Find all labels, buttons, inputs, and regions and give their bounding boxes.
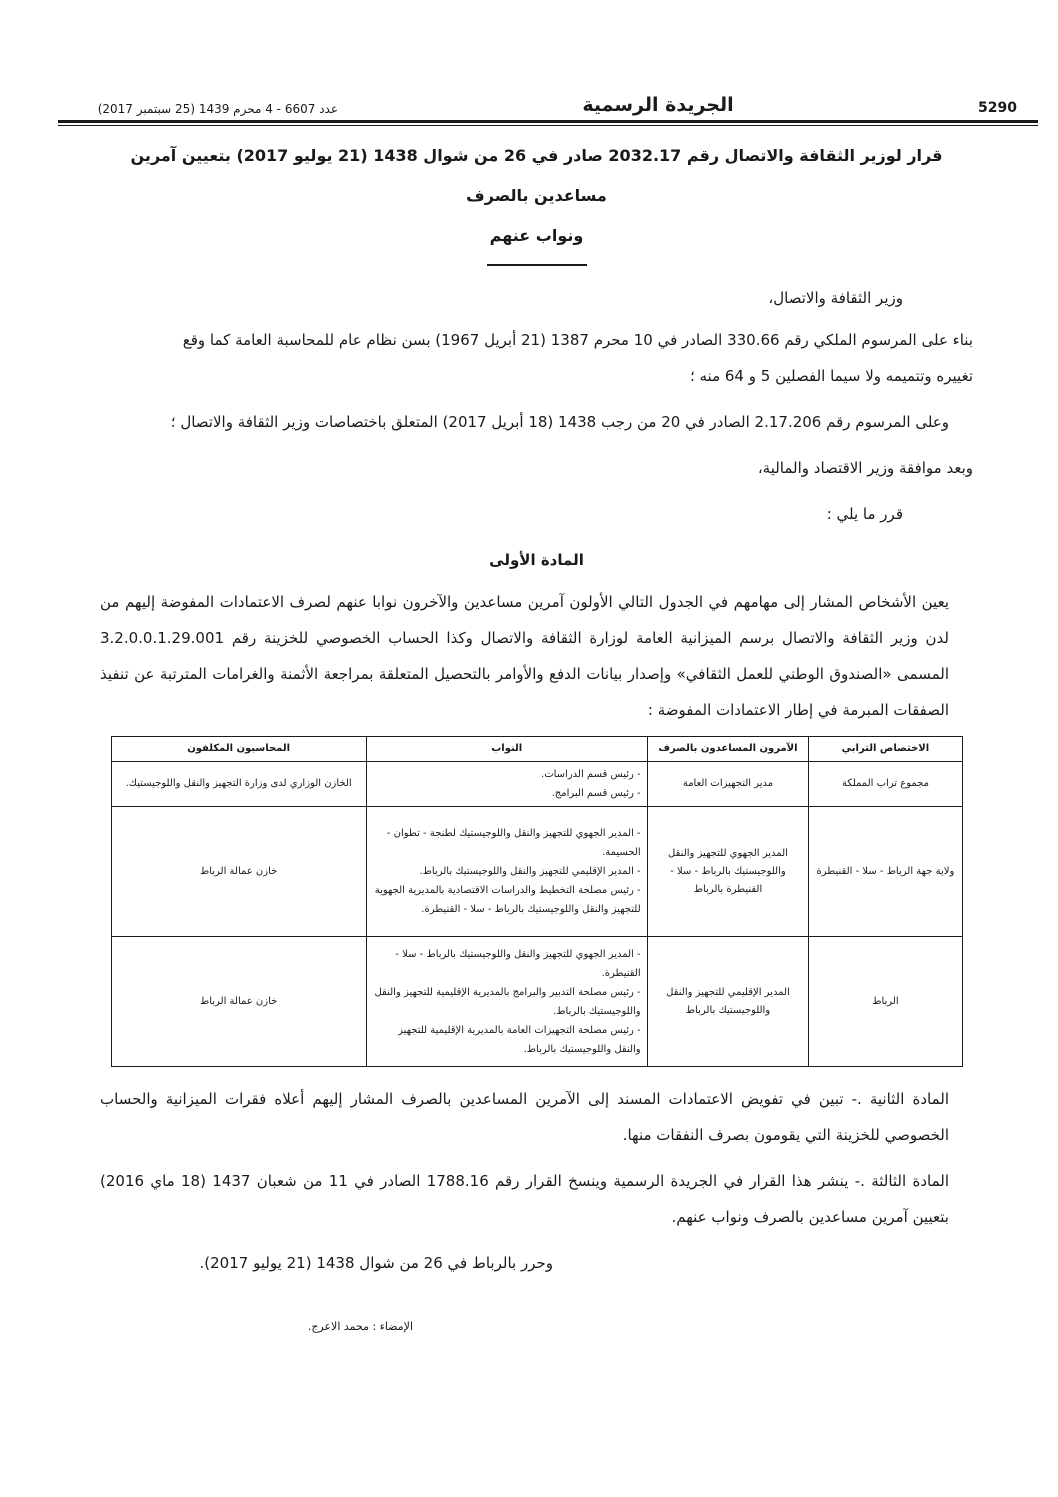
recital-3: وبعد موافقة وزير الاقتصاد والمالية، — [757, 459, 973, 477]
recital-1-line1: بناء على المرسوم الملكي رقم 330.66 الصادر في 10 محرم 1387 (21 أبريل 1967) بسن نظام عام للمحاسبة العامة كما وقع — [182, 331, 973, 349]
cell-territory: ولاية جهة الرباط - سلا - القنيطرة — [809, 807, 962, 937]
deputy-item: - رئيس قسم البرامج. — [551, 788, 641, 799]
cell-deputies — [366, 807, 647, 937]
cell-orderer: المدير الجهوي للتجهيز والنقل واللوجيستيك بالرباط - سلا - القنيطرة بالرباط — [647, 807, 809, 937]
article-1-text: يعين الأشخاص المشار إلى مهامهم في الجدول التالي الأولون آمرين مساعدين والآخرون نوابا عنهم لصرف الاعتمادات المفوضة إليهم من لدن وزير الثقافة والاتصال برسم الميزانية العامة لوزارة الثقافة والاتصال وكذا الحساب الخصوصي للخزينة رقم 3.2.0.0.1.29.001 المسمى «الصندوق الوطني للعمل الثقافي» وإصدار بيانات الدفع والأوامر بالتحصيل المتعلقة بمراجعة الأثمنة والغرامات المترتبة عن تنفيذ الصفقات المبرمة في إطار الاعتمادات المفوضة : — [100, 593, 949, 719]
header-orderers: الآمرون المساعدون بالصرف — [647, 737, 809, 762]
cell-territory: الرباط — [809, 937, 962, 1067]
cell-orderer: مدير التجهيزات العامة — [647, 762, 809, 807]
cell-deputies — [366, 937, 647, 1067]
table-row — [111, 937, 962, 1067]
header-accountants: المحاسبون المكلفون — [111, 737, 366, 762]
decision-body — [100, 136, 973, 1345]
recital-2: وعلى المرسوم رقم 2.17.206 الصادر في 20 من رجب 1438 (18 أبريل 2017) المتعلق باختصاصات وزير الثقافة والاتصال ؛ — [170, 413, 949, 431]
minister-line: وزير الثقافة والاتصال، — [768, 289, 903, 307]
deputy-item: - رئيس مصلحة التجهيزات العامة بالمديرية الإقليمية للتجهيز والنقل واللوجيستيك بالرباط. — [398, 1024, 641, 1055]
recital-1-line2: تغييره وتتميمه ولا سيما الفصلين 5 و 64 منه ؛ — [689, 367, 973, 385]
cell-deputies — [366, 762, 647, 807]
decision-title-line1: قرار لوزير الثقافة والاتصال رقم 2032.17 صادر في 26 من شوال 1438 (21 يوليو 2017) بتعيين آمرين مساعدين بالصرف — [130, 146, 943, 205]
cell-accountant: خازن عمالة الرباط — [111, 937, 366, 1067]
header-territory: الاختصاص الترابي — [809, 737, 962, 762]
article-3: المادة الثالثة .- ينشر هذا القرار في الجريدة الرسمية وينسخ القرار رقم 1788.16 الصادر في 11 من شعبان 1437 (18 ماي 2016) بتعيين آمرين مساعدين بالصرف ونواب عنهم. — [100, 1172, 949, 1226]
header-deputies: النواب — [366, 737, 647, 762]
cell-accountant: خازن عمالة الرباط — [111, 807, 366, 937]
title-separator — [487, 264, 587, 266]
issue-info: عدد 6607 - 4 محرم 1439 (25 سبتمبر 2017) — [97, 102, 338, 116]
decides-line: قرر ما يلي : — [826, 505, 903, 523]
header-rule-thick — [58, 120, 1038, 123]
decision-title-line2: ونواب عنهم — [489, 226, 584, 245]
header-rule-thin — [58, 125, 1038, 126]
table-header-row — [111, 737, 962, 762]
signature-line: الإمضاء : محمد الاعرج. — [307, 1320, 413, 1333]
done-at-line: وحرر بالرباط في 26 من شوال 1438 (21 يوليو 2017). — [199, 1254, 553, 1272]
deputy-item: - المدير الجهوي للتجهيز والنقل واللوجيستيك بالرباط - سلا - القنيطرة. — [395, 948, 641, 979]
deputy-item: - المدير الجهوي للتجهيز والنقل واللوجيستيك لطنجة - تطوان - الحسيمة. — [386, 828, 641, 858]
journal-title: الجريدة الرسمية — [582, 94, 734, 116]
cell-accountant: الخازن الوزاري لدى وزارة التجهيز والنقل واللوجيستيك. — [111, 762, 366, 807]
deputy-item: - المدير الإقليمي للتجهيز والنقل واللوجيستيك بالرباط. — [419, 866, 641, 877]
deputy-item: - رئيس قسم الدراسات. — [541, 769, 641, 780]
deputy-item: - رئيس مصلحة التخطيط والدراسات الاقتصادية بالمديرية الجهوية للتجهيز والنقل واللوجيستيك بالرباط - سلا - القنيطرة. — [374, 885, 641, 915]
table-row — [111, 762, 962, 807]
page-header — [58, 88, 1038, 116]
article-1-heading: المادة الأولى — [489, 551, 584, 569]
article-2: المادة الثانية .- تبين في تفويض الاعتمادات المسند إلى الآمرين المساعدين بالصرف المشار إليهم أعلاه فقرات الميزانية والحساب الخصوصي للخزينة التي يقومون بصرف النفقات منها. — [100, 1090, 949, 1144]
table-row — [111, 807, 962, 937]
deputy-item: - رئيس مصلحة التدبير والبرامج بالمديرية الإقليمية للتجهيز والنقل واللوجيستيك بالرباط. — [374, 986, 641, 1017]
page-number: 5290 — [978, 100, 1017, 116]
orderers-table — [111, 736, 963, 1067]
cell-orderer: المدير الإقليمي للتجهيز والنقل واللوجيستيك بالرباط — [647, 937, 809, 1067]
cell-territory: مجموع تراب المملكة — [809, 762, 962, 807]
